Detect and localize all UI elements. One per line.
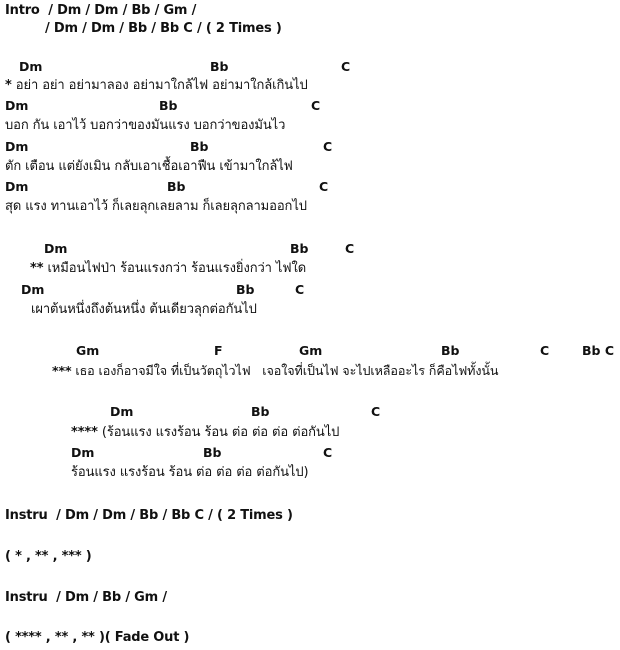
intro-line-2: / Dm / Dm / Bb / Bb C / ( 2 Times )	[45, 21, 282, 36]
chord: C	[345, 241, 355, 256]
chord: Dm	[71, 445, 95, 460]
repeat-line-1: ( * , ** , *** )	[5, 549, 92, 564]
chord: Dm	[5, 139, 29, 154]
chord: Dm	[19, 59, 43, 74]
chord: C	[371, 404, 381, 419]
chord: Gm	[299, 343, 323, 358]
chord: C	[319, 179, 329, 194]
chord: Dm	[21, 282, 45, 297]
instrumental-line-2: Instru / Dm / Bb / Gm /	[5, 590, 167, 605]
repeat-line-2: ( **** , ** , ** )( Fade Out )	[5, 630, 190, 645]
instrumental-line-1: Instru / Dm / Dm / Bb / Bb C / ( 2 Times )	[5, 508, 293, 523]
chord: Bb	[290, 241, 309, 256]
chord: Bb	[190, 139, 209, 154]
chord: Gm	[76, 343, 100, 358]
chord: Dm	[44, 241, 68, 256]
lyric-text: เหมือนไฟป่า ร้อนแรงกว่า ร้อนแรงยิ่งกว่า ไฟใด	[47, 261, 307, 276]
chord: C	[323, 139, 333, 154]
chord: Bb	[251, 404, 270, 419]
chord: Bb	[159, 98, 178, 113]
lyric-line: ตัก เตือน แต่ยังเมิน กลับเอาเชื้อเอาฟืน เข้ามาใกล้ไฟ	[5, 159, 293, 174]
chord: Bb	[210, 59, 229, 74]
lyric-line: เผาต้นหนึ่งถึงต้นหนึ่ง ต้นเดียวลุกต่อกันไป	[31, 302, 257, 317]
chord: F	[214, 343, 223, 358]
lyric-line: สุด แรง ทานเอาไว้ ก็เลยลุกเลยลาม ก็เลยลุกลามออกไป	[5, 199, 307, 214]
chord: Bb	[236, 282, 255, 297]
lyric-line	[52, 365, 498, 378]
lyric-line: ร้อนแรง แรงร้อน ร้อน ต่อ ต่อ ต่อ ต่อกันไป)	[71, 465, 309, 480]
lyric-text: (ร้อนแรง แรงร้อน ร้อน ต่อ ต่อ ต่อ ต่อกันไป	[101, 425, 340, 440]
chord: Bb	[203, 445, 222, 460]
lyric-line	[5, 79, 308, 92]
section-marker: ***	[52, 363, 72, 378]
lyric-line	[71, 426, 339, 439]
lyric-text: เธอ เองก็อาจมีใจ ที่เป็นวัตถุไวไฟ เจอใจที่เป็นไฟ จะไปเหลืออะไร ก็คือไฟทั้งนั้น	[75, 363, 499, 378]
lyric-text: อย่า อย่า อย่ามาลอง อย่ามาใกล้ไฟ อย่ามาใกล้เกินไป	[15, 78, 308, 93]
chord: C	[540, 343, 550, 358]
chord: Dm	[5, 179, 29, 194]
chord: C	[341, 59, 351, 74]
section-marker: ****	[71, 425, 98, 440]
chord: Bb C	[582, 343, 615, 358]
lyric-line	[30, 262, 306, 275]
chord: Dm	[110, 404, 134, 419]
chord: C	[311, 98, 321, 113]
section-marker: *	[5, 78, 12, 93]
chord: C	[295, 282, 305, 297]
intro-line-1: Intro / Dm / Dm / Bb / Gm /	[5, 3, 197, 18]
chord: C	[323, 445, 333, 460]
chord: Bb	[167, 179, 186, 194]
chord: Bb	[441, 343, 460, 358]
lyric-line: บอก กัน เอาไว้ บอกว่าของมันแรง บอกว่าของมันไว	[5, 118, 286, 133]
section-marker: **	[30, 261, 44, 276]
chord: Dm	[5, 98, 29, 113]
